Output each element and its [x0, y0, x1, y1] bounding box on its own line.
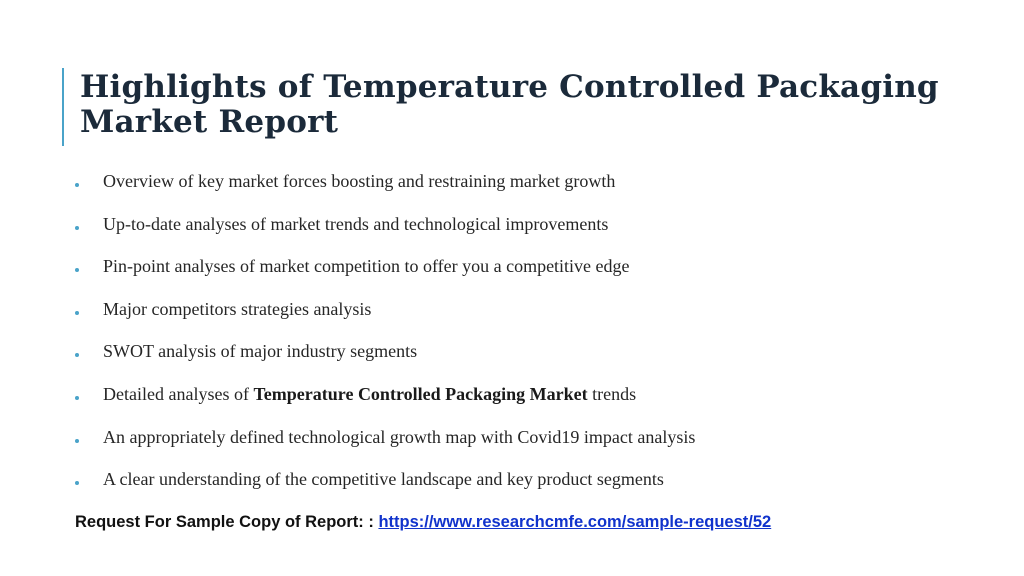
list-item	[72, 381, 972, 424]
sample-request-label: Request For Sample Copy of Report: :	[75, 513, 379, 531]
bullet-text-prefix: Detailed analyses of	[103, 383, 254, 404]
sample-request-link[interactable]: https://www.researchcmfe.com/sample-request/52	[378, 513, 772, 531]
bullet-dot-icon	[75, 311, 79, 315]
highlights-list	[72, 168, 972, 509]
bullet-text-emphasis: Temperature Controlled Packaging Market	[253, 383, 588, 404]
bullet-dot-icon	[75, 396, 79, 400]
slide-title: Highlights of Temperature Controlled Packaging Market Report	[80, 69, 939, 140]
bullet-text: Overview of key market forces boosting and restraining market growth	[103, 171, 616, 191]
bullet-dot-icon	[75, 481, 79, 485]
list-item	[72, 338, 972, 381]
bullet-dot-icon	[75, 268, 79, 272]
list-item	[72, 296, 972, 339]
list-item	[72, 168, 972, 211]
bullet-dot-icon	[75, 183, 79, 187]
list-item	[72, 253, 972, 296]
bullet-text: Up-to-date analyses of market trends and technological improvements	[103, 213, 609, 234]
bullet-text	[103, 381, 636, 407]
list-item	[72, 466, 972, 509]
bullet-text: An appropriately defined technological growth map with Covid19 impact analysis	[103, 426, 696, 447]
bullet-dot-icon	[75, 439, 79, 443]
bullet-text: SWOT analysis of major industry segments	[103, 341, 418, 362]
bullet-text: Major competitors strategies analysis	[103, 298, 372, 319]
bullet-text-suffix: trends	[587, 383, 637, 404]
title-accent-bar	[62, 68, 64, 146]
list-item	[72, 211, 972, 254]
bullet-text: Pin-point analyses of market competition to offer you a competitive edge	[103, 256, 630, 277]
bullet-dot-icon	[75, 353, 79, 357]
list-item	[72, 424, 972, 467]
bullet-dot-icon	[75, 226, 79, 230]
bullet-text: A clear understanding of the competitive landscape and key product segments	[103, 469, 664, 490]
sample-request-line	[75, 510, 771, 534]
